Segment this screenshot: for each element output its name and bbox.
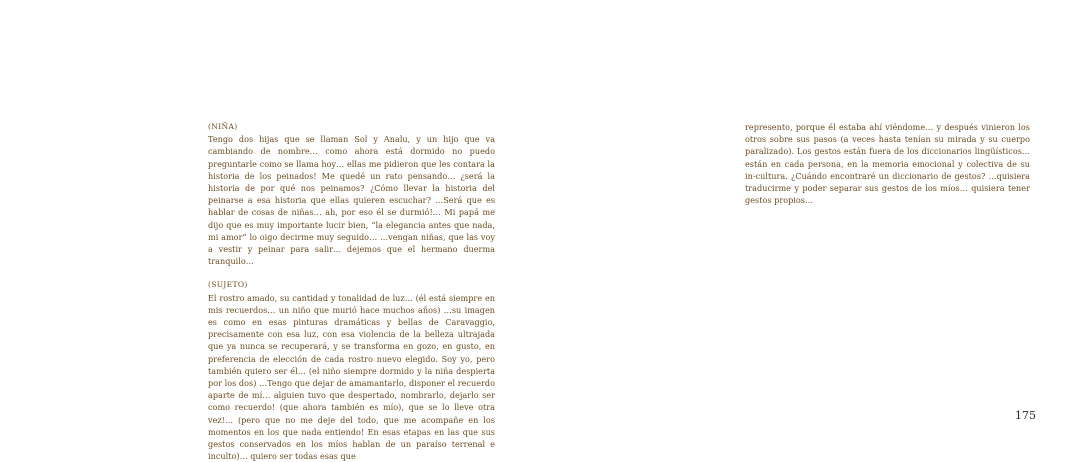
paragraph-nina: Tengo dos hijas que se llaman Sol y Analu, y un hijo que va cambiando de nombre… como ahora está dormido no puedo preguntarle como se llama hoy… ellas me pidieron que les contara la historia de los peinados! Me quedé un rato pensando… ¿será la historia de por qué nos peinamos? ¿Cómo llevar la historia del peinarse a esa historia que ellas quieren escuchar? …Será que es hablar de cosas de niñas… ah, por eso él se durmió!… Mi papá me dijo que es muy importante lucir bien, “la elegancia antes que nada, mi amor” lo oigo decirme muy seguido… …vengan niñas, que las voy a vestir y peinar para salir… dejemos que el hermano duerma tranquilo… bbox=[208, 134, 495, 267]
right-page-column bbox=[745, 121, 1030, 206]
section-heading-sujeto: (SUJETO) bbox=[208, 280, 248, 290]
paragraph-continuation: represento, porque él estaba ahí viéndome… y después vinieron los otros sobre sus pasos (a veces hasta tenían su mirada y su cuerpo paralizado). Los gestos están fuera de los diccionarios lingüísticos… están en cada persona, en la memoria emocional y colectiva de su in-cultura. ¿Cuándo encontraré un diccionario de gestos? …quisiera traducirme y poder separar sus gestos de los míos… quisiera tener gestos propios… bbox=[745, 122, 1030, 206]
paragraph-sujeto: El rostro amado, su cantidad y tonalidad de luz… (él está siempre en mis recuerdos… un niño que murió hace muchos años) …su imagen es como en esas pinturas dramáticas y bellas de Caravaggio, precisamente con esa luz, con esa violencia de la belleza ultrajada que ya nunca se recuperará, y se transforma en gozo, en gusto, en preferencia de elección de cada rostro nuevo elegido. Soy yo, pero también quiero ser él… (el niño siempre dormido y la niña despierta por los dos) …Tengo que dejar de amamantarlo, disponer el recuerdo aparte de mí… alguien tuvo que despertado, nombrarlo, dejarlo ser como recuerdo! (que ahora también es mío), que se lo lleve otra vez!… (pero que no me deje del todo, que me acompañe en los momentos en los que nada entiendo! En esas etapas en las que sus gestos conservados en los míos hablan de un paraíso terrenal e inculto)… quiero ser todas esas que bbox=[208, 292, 495, 462]
paragraph-spacer bbox=[208, 267, 495, 279]
left-page-column bbox=[208, 121, 495, 462]
section-heading-nina: (NIÑA) bbox=[208, 122, 238, 131]
page-number: 175 bbox=[1015, 409, 1036, 422]
